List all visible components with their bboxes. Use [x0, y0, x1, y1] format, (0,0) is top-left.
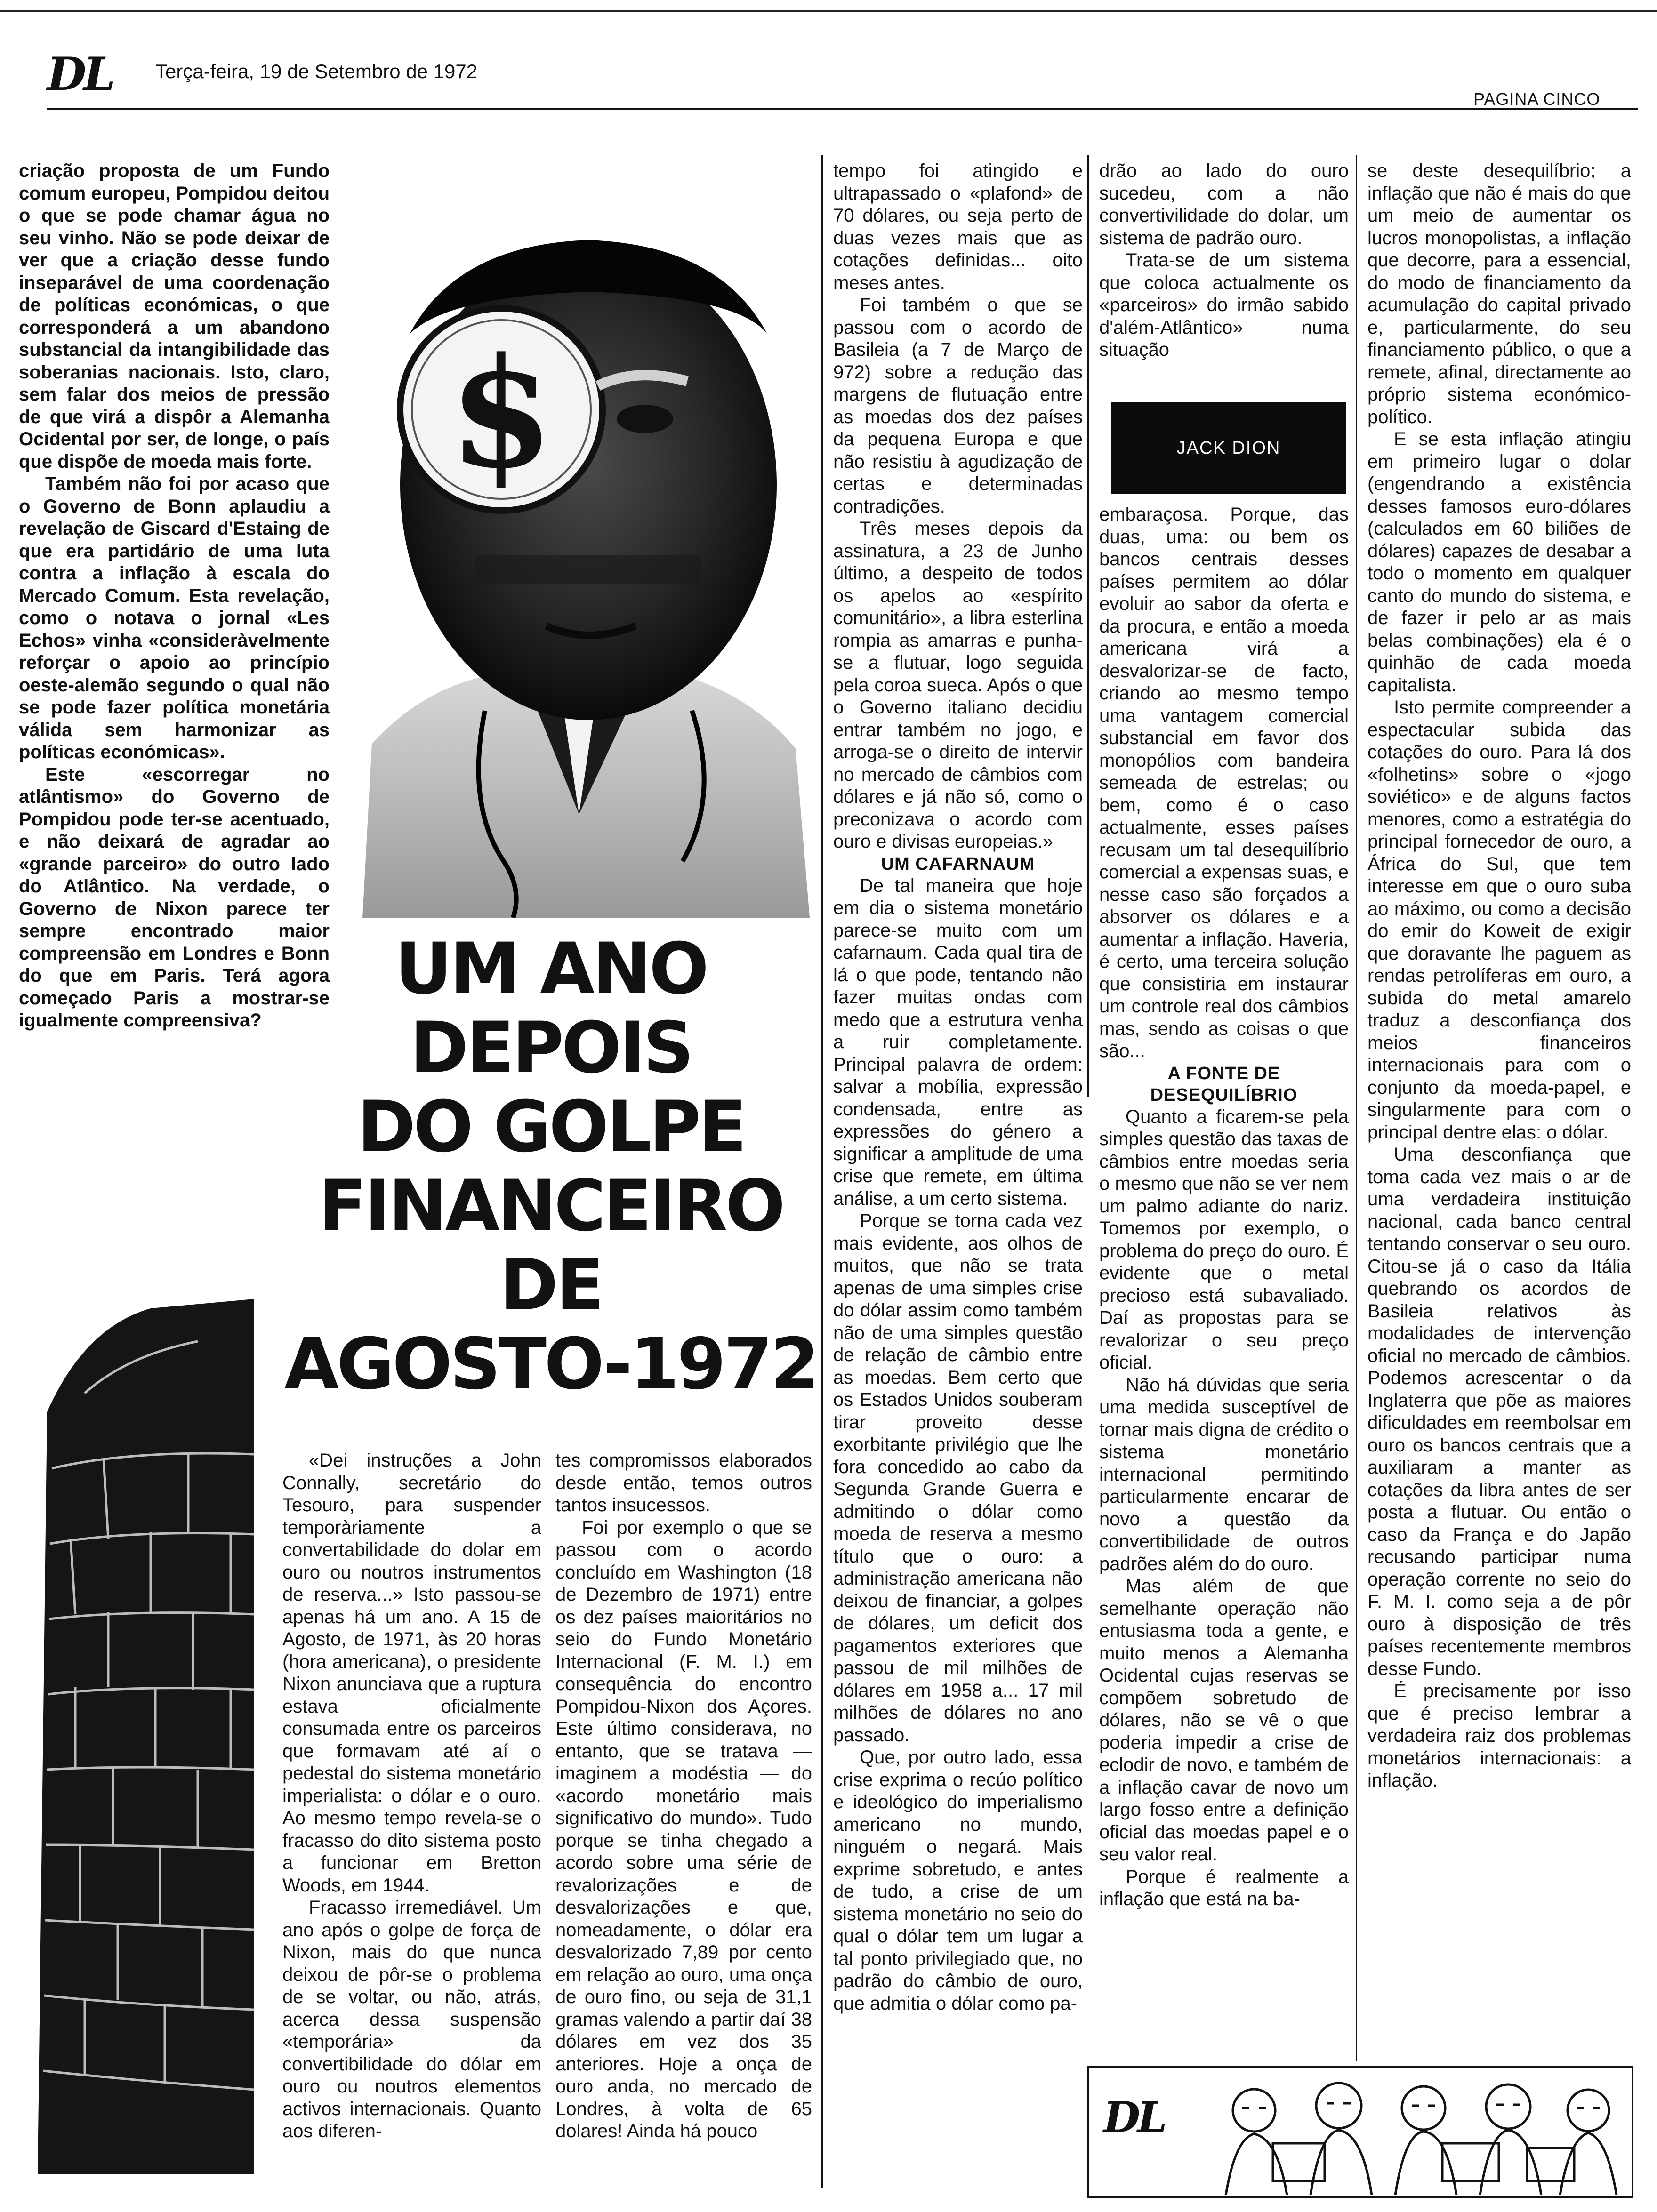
headline-line: AGOSTO-1972	[284, 1323, 818, 1405]
svg-text:$: $	[449, 325, 554, 502]
headline-line: FINANCEIRO	[318, 1165, 783, 1247]
paragraph: Este «escorregar no atlântismo» do Governo de Pompidou pode ter-se acentuado, e não deixará de agradar ao «grande parceiro» do outro lado do Atlântico. Na verdade, o Governo de Nixon parece ter sempre encontrado maior compreensão em Londres e Bonn do que em Paris. Terá agora começado Paris a mostrar-se igualmente compreensiva?	[19, 764, 330, 1031]
paragraph: Que, por outro lado, essa crise exprima o recúo político e ideológico do imperialismo americano no mundo, ninguém o negará. Mais exprime sobretudo, e antes de tudo, a crise de um sistema monetário no seio do qual o dólar tem um lugar a tal ponto privilegiado que, no padrão do câmbio de ouro, que admitia o dólar como pa-	[833, 1747, 1083, 2014]
headline-line: DE	[499, 1244, 602, 1326]
paragraph: Foi também o que se passou com o acordo de Basileia (a 7 de Março de 972) sobre a redução das margens de flutuação entre as moedas dos dez países da pequena Europa e que não resistiu à agudização de certas e determinadas contradições.	[833, 295, 1083, 517]
paragraph: De tal maneira que hoje em dia o sistema monetário parece-se muito com um cafarnaum. Cada qual tira de lá o que pode, tentando não fazer muitas ondas com medo que a estrutura venha a ruir completamente. Principal palavra de ordem: salvar a mobília, expressão condensada, entre as expressões do género a significar a amplitude de uma crise que remete, em última análise, a um certo sistema.	[833, 875, 1083, 1209]
article-column-3	[555, 1450, 812, 2193]
paragraph: Porque se torna cada vez mais evidente, aos olhos de muitos, que não se trata apenas de uma simples crise do dólar assim como também não de uma simples questão de relação de câmbio entre as moedas. Bem certo que os Estados Unidos souberam tirar proveito desse exorbitante privilégio que lhe fora concedido ao cabo da Segunda Grande Guerra e admitindo o dólar como moeda de reserva a mesmo título que o ouro: a administração americana não deixou de financiar, a golpes de dólares, um deficit dos pagamentos exteriores que passou de mil milhões de dólares em 1958 a... 17 mil milhões de dólares no ano passado.	[833, 1210, 1083, 1746]
subheading: A FONTE DE DESEQUILÍBRIO	[1150, 1063, 1298, 1105]
page-label: PAGINA CINCO	[1473, 89, 1601, 109]
column-rule	[1087, 155, 1089, 1097]
paragraph: tes compromissos elaborados desde então, temos outros tantos insucessos.	[555, 1450, 812, 1515]
paragraph: Foi por exemplo o que se passou com o acordo concluído em Washington (18 de Dezembro de 1971) entre os dez países maioritários no seio do Fundo Monetário Internacional (F. M. I.) em consequência do encontro Pompidou-Nixon dos Açores. Este último considerava, no entanto, que se tratava — imaginem a modéstia — do «acordo monetário mais significativo do mundo». Tudo porque se tinha chegado a acordo sobre uma série de revalorizações e de desvalorizações e que, nomeadamente, o dólar era desvalorizado 7,89 por cento em relação ao ouro, uma onça de ouro fino, ou seja de 31,1 gramas valendo a partir daí 38 dólares em vez dos 35 anteriores. Hoje a onça de ouro anda, no mercado de Londres, à volta de 65 dolares! Ainda há pouco	[555, 1517, 812, 2141]
paragraph: Também não foi por acaso que o Governo de Bonn aplaudiu a revelação de Giscard d'Estaing de que era partidário de uma luta contra a inflação à escala do Mercado Comum. Esta revelação, como o notava o jornal «Les Echos» vinha «consideràvelmente reforçar o apoio ao princípio oeste-alemão segundo o qual não se pode fazer política monetária válida sem harmonizar as políticas económicas».	[19, 473, 330, 762]
cartoon-logo: DL	[1103, 2092, 1165, 2142]
paragraph: «Dei instruções a John Connally, secretário do Tesouro, para suspender temporàriamente a convertabilidade do dolar em ouro ou noutros instrumentos de reserva...» Isto passou-se apenas há um ano. A 15 de Agosto, de 1971, às 20 horas (hora americana), o presidente Nixon anunciava que a ruptura estava oficialmente consumada entre os parceiros que formavam até aí o pedestal do sistema monetário imperialista: o dólar e o ouro. Ao mesmo tempo revela-se o fracasso do dito sistema posto a funcionar em Bretton Woods, em 1944.	[282, 1450, 541, 1896]
paragraph: Isto permite compreender a espectacular subida das cotações do ouro. Para lá dos «folhetins» sobre o «jogo soviético» e de alguns factos menores, como a estratégia do principal fornecedor de ouro, a África do Sul, que tem interesse em que o ouro suba ao máximo, ou como a decisão do emir do Koweit de exigir que doravante lhe paguem as rendas petrolíferas em ouro, a subida do metal amarelo traduz a desconfiança dos meios financeiros internacionais para com o conjunto da moeda-papel, e singularmente para com o principal dentre elas: o dólar.	[1367, 697, 1631, 1143]
paragraph: criação proposta de um Fundo comum europeu, Pompidou deitou o que se pode chamar água no seu vinho. Não se pode deixar de ver que a criação desse fundo inseparável de uma coordenação de políticas económicas, o que corresponderá a um abandono substancial da intangibilidade das soberanias nacionais. Isto, claro, sem falar dos meios de pressão de que virá a dispôr a Alemanha Ocidental por ser, de longe, o país que dispõe de moeda mais forte.	[19, 160, 330, 472]
paragraph: É precisamente por isso que é preciso lembrar a verdadeira raiz dos problemas monetários internacionais: a inflação.	[1367, 1681, 1631, 1791]
dl-logo: DL	[47, 48, 113, 101]
header-rule	[47, 108, 1638, 110]
paragraph: se deste desequilíbrio; a inflação que não é mais do que um meio de aumentar os lucros monopolistas, a inflação que decorre, para a essencial, do modo de financiamento da acumulação do capital privado e, particularmente, do seu financiamento público, o que a remete, afinal, directamente ao próprio sistema económico-político.	[1367, 160, 1631, 427]
byline-box	[1111, 402, 1346, 494]
article-column-2	[282, 1450, 541, 2193]
byline: JACK DION	[1176, 438, 1281, 458]
header-date: Terça-feira, 19 de Setembro de 1972	[155, 60, 478, 82]
paragraph: Fracasso irremediável. Um ano após o golpe de força de Nixon, mais do que nunca deixou de pôr-se o problema de se voltar, ou não, atrás, acerca dessa suspensão «temporária» da convertibilidade do dólar em ouro ou noutros elementos activos internacionais. Quanto aos diferen-	[282, 1897, 541, 2141]
headline	[282, 930, 819, 1404]
cartoon	[1087, 2066, 1633, 2198]
bankers-reading-cartoon	[1198, 2073, 1631, 2195]
paragraph: Uma desconfiança que toma cada vez mais o ar de uma verdadeira instituição nacional, cada banco central tentando conservar o seu ouro. Citou-se já o caso da Itália quebrando os acordos de Basileia relativos às modalidades de intervenção oficial no mercado de câmbios. Podemos acrescentar o da Inglaterra que põe as maiores dificuldades em reembolsar em ouro os bancos centrais que a auxiliaram a manter as cotações da libra antes de ser posta a flutuar. Ou então o caso da França e do Japão recusando participar numa operação corrente no seio do F. M. I. como seja a de pôr ouro à disposição de três países recentemente membros desse Fundo.	[1367, 1144, 1631, 1679]
headline-line: DEPOIS	[410, 1007, 692, 1089]
article-column-1	[19, 160, 330, 1280]
man-with-dollar-monocle-photo	[344, 155, 819, 918]
paragraph: Trata-se de um sistema que coloca actualmente os «parceiros» do irmão sabido d'além-Atlântico» numa situação	[1099, 250, 1349, 360]
photo-dollar-man	[344, 155, 819, 918]
article-column-5-top	[1099, 160, 1349, 381]
paragraph: tempo foi atingido e ultrapassado o «plafond» de 70 dólares, ou seja perto de duas vezes mais que as cotações definidas... oito meses antes.	[833, 160, 1083, 293]
paragraph: Três meses depois da assinatura, a 23 de Junho último, a despeito de todos os apelos ao «espírito comunitário», a libra esterlina rompia as amarras e punha-se a flutuar, logo seguida pela coroa sueca. Após o que o Governo italiano decidiu entrar também no jogo, e arroga-se o direito de intervir no mercado de câmbios com dólares e já não só, como o preconizava o acordo com ouro e divisas europeias.»	[833, 518, 1083, 852]
column-rule	[821, 155, 823, 2188]
article-column-6	[1367, 160, 1631, 2038]
headline-line: UM ANO	[394, 928, 707, 1010]
paragraph: Não há dúvidas que seria uma medida susceptível de tornar mais digna de crédito o sistema monetário internacional permitindo particularmente encarar de novo a questão da convertibilidade de outros padrões além do do ouro.	[1099, 1374, 1349, 1574]
paragraph: Quanto a ficarem-se pela simples questão das taxas de câmbios entre moedas seria o mesmo que não se ver nem um palmo adiante do nariz. Tomemos por exemplo, o problema do preço do ouro. É evidente que o metal precioso está subavaliado. Daí as propostas para se revalorizar o seu preço oficial.	[1099, 1106, 1349, 1373]
paragraph: E se esta inflação atingiu em primeiro lugar o dolar (engendrando a existência desses famosos euro-dólares (calculados em 60 biliões de dólares) capazes de desabar a todo o momento em qualquer canto do mundo do sistema, e de fazer ir pelo ar as mais belas combinações) ela é o quinhão de cada moeda capitalista.	[1367, 429, 1631, 696]
photo-bricks	[9, 1299, 254, 2174]
paragraph: drão ao lado do ouro sucedeu, com a não convertivilidade do dolar, um sistema de padrão ouro.	[1099, 160, 1349, 248]
article-column-5	[1099, 504, 1349, 2071]
headline-line: DO GOLPE	[357, 1086, 745, 1168]
brick-wall-photo	[9, 1299, 254, 2174]
paragraph: embaraçosa. Porque, das duas, uma: ou bem os bancos centrais desses países permitem ao dólar evoluir ao sabor da oferta e da procura, e então a moeda americana virá a desvalorizar-se de facto, criando ao mesmo tempo uma vantagem comercial substancial em favor dos monopólios com bandeira semeada de estrelas; ou bem, como é o caso actualmente, esses países recusam um tal desequilíbrio comercial a expensas suas, e nesse caso são forçados a absorver os dólares e a aumentar a inflação. Haveria, é certo, uma terceira solução que consistiria em instaurar um controle real dos câmbios mas, sendo as coisas o que são...	[1099, 504, 1349, 1061]
subheading: UM CAFARNAUM	[881, 854, 1035, 874]
paragraph: Porque é realmente a inflação que está na ba-	[1099, 1866, 1349, 1909]
article-column-4	[833, 160, 1083, 2193]
column-rule	[1356, 155, 1357, 2061]
top-rule	[0, 10, 1657, 12]
masthead	[0, 0, 1657, 141]
paragraph: Mas além de que semelhante operação não entusiasma toda a gente, e muito menos a Alemanha Ocidental cujas reservas se compõem sobretudo de dólares, não se vê o que poderia impedir a crise de eclodir de novo, e também de a inflação cavar de novo um largo fosso entre a definição oficial das moedas papel e o seu valor real.	[1099, 1576, 1349, 1865]
